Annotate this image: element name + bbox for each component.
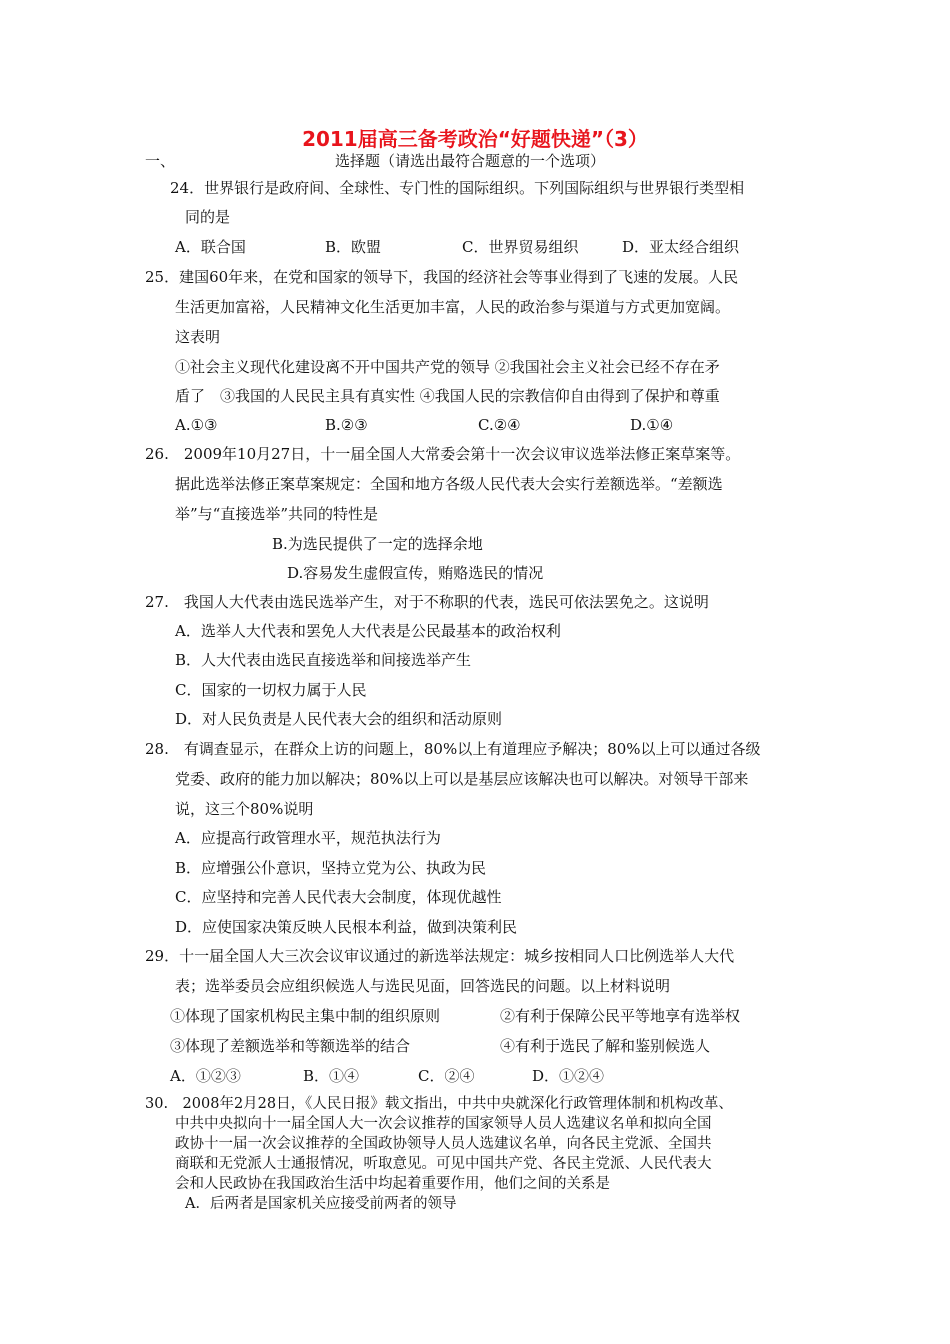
q24-line1: 24．世界银行是政府间、全球性、专门性的国际组织。下列国际组织与世界银行类型相 xyxy=(170,179,745,197)
q29-statement-4: ④有利于选民了解和鉴别候选人 xyxy=(500,1037,711,1055)
q29-line1: 29．十一届全国人大三次会议审议通过的新选举法规定：城乡按相同人口比例选举人大代 xyxy=(145,947,735,965)
q29-option-c: C．②④ xyxy=(418,1067,475,1085)
q30-line3: 政协十一届一次会议推荐的全国政协领导人员人选建议名单，向各民主党派、全国共 xyxy=(175,1136,712,1152)
q24-option-c: C．世界贸易组织 xyxy=(462,238,579,256)
q25-line2: 生活更加富裕，人民精神文化生活更加丰富，人民的政治参与渠道与方式更加宽阔。 xyxy=(175,298,731,316)
page-title: 2011届高三备考政治“好题快递”（3） xyxy=(302,127,648,151)
section-number: 一、 xyxy=(145,152,176,170)
q27-option-a: A．选举人大代表和罢免人大代表是公民最基本的政治权利 xyxy=(175,622,561,640)
q25-option-d: D.①④ xyxy=(630,416,674,434)
q30-line1: 30. 2008年2月28日，《人民日报》载文指出，中共中央就深化行政管理体制和机构改革、 xyxy=(145,1096,733,1112)
q25-line3: 这表明 xyxy=(175,328,221,346)
q27-option-d: D．对人民负责是人民代表大会的组织和活动原则 xyxy=(175,710,503,728)
q26-option-b: B.为选民提供了一定的选择余地 xyxy=(272,535,483,553)
q26-line2: 据此选举法修正案草案规定：全国和地方各级人民代表大会实行差额选举。“差额选 xyxy=(175,475,723,493)
section-title: 选择题（请选出最符合题意的一个选项） xyxy=(335,152,606,170)
q25-line4: ①社会主义现代化建设离不开中国共产党的领导 ②我国社会主义社会已经不存在矛 xyxy=(175,358,720,376)
q29-option-a: A．①②③ xyxy=(170,1067,241,1085)
q25-option-b: B.②③ xyxy=(325,416,368,434)
q27-line1: 27. 我国人大代表由选民选举产生，对于不称职的代表，选民可依法罢免之。这说明 xyxy=(145,593,709,611)
q29-statement-2: ②有利于保障公民平等地享有选举权 xyxy=(500,1007,741,1025)
q29-option-b: B．①④ xyxy=(303,1067,360,1085)
q29-statement-3: ③体现了差额选举和等额选举的结合 xyxy=(170,1037,411,1055)
q29-option-d: D．①②④ xyxy=(532,1067,605,1085)
q30-line4: 商联和无党派人士通报情况，听取意见。可见中国共产党、各民主党派、人民代表大 xyxy=(175,1156,712,1172)
q25-option-c: C.②④ xyxy=(478,416,521,434)
q30-option-a: A．后两者是国家机关应接受前两者的领导 xyxy=(185,1196,457,1212)
q26-line3: 举”与“直接选举”共同的特性是 xyxy=(175,505,379,523)
q25-line5: 盾了 ③我国的人民民主具有真实性 ④我国人民的宗教信仰自由得到了保护和尊重 xyxy=(175,387,720,405)
q28-line1: 28. 有调查显示，在群众上访的问题上，80%以上有道理应予解决；80%以上可以通过各级 xyxy=(145,740,761,758)
q30-line2: 中共中央拟向十一届全国人大一次会议推荐的国家领导人员人选建议名单和拟向全国 xyxy=(175,1116,712,1132)
q24-line2: 同的是 xyxy=(185,208,231,226)
q28-option-c: C．应坚持和完善人民代表大会制度，体现优越性 xyxy=(175,888,502,906)
q26-option-d: D.容易发生虚假宣传，贿赂选民的情况 xyxy=(287,564,544,582)
q26-line1: 26. 2009年10月27日，十一届全国人大常委会第十一次会议审议选举法修正案草案等。 xyxy=(145,445,741,463)
q28-option-b: B．应增强公仆意识，坚持立党为公、执政为民 xyxy=(175,859,487,877)
q25-line1: 25．建国60年来，在党和国家的领导下，我国的经济社会等事业得到了飞速的发展。人民 xyxy=(145,268,739,286)
q29-statement-1: ①体现了国家机构民主集中制的组织原则 xyxy=(170,1007,441,1025)
q27-option-c: C．国家的一切权力属于人民 xyxy=(175,681,367,699)
q25-option-a: A.①③ xyxy=(175,416,218,434)
q29-line2: 表；选举委员会应组织候选人与选民见面，回答选民的问题。以上材料说明 xyxy=(175,977,671,995)
q28-line3: 说，这三个80%说明 xyxy=(175,800,314,818)
q28-option-a: A．应提高行政管理水平，规范执法行为 xyxy=(175,829,441,847)
q24-option-b: B．欧盟 xyxy=(325,238,382,256)
q24-option-d: D．亚太经合组织 xyxy=(622,238,740,256)
q30-line5: 会和人民政协在我国政治生活中均起着重要作用，他们之间的关系是 xyxy=(175,1176,610,1192)
q24-option-a: A．联合国 xyxy=(175,238,246,256)
q28-option-d: D．应使国家决策反映人民根本利益，做到决策利民 xyxy=(175,918,518,936)
q28-line2: 党委、政府的能力加以解决；80%以上可以是基层应该解决也可以解决。对领导干部来 xyxy=(175,770,749,788)
q27-option-b: B．人大代表由选民直接选举和间接选举产生 xyxy=(175,651,472,669)
